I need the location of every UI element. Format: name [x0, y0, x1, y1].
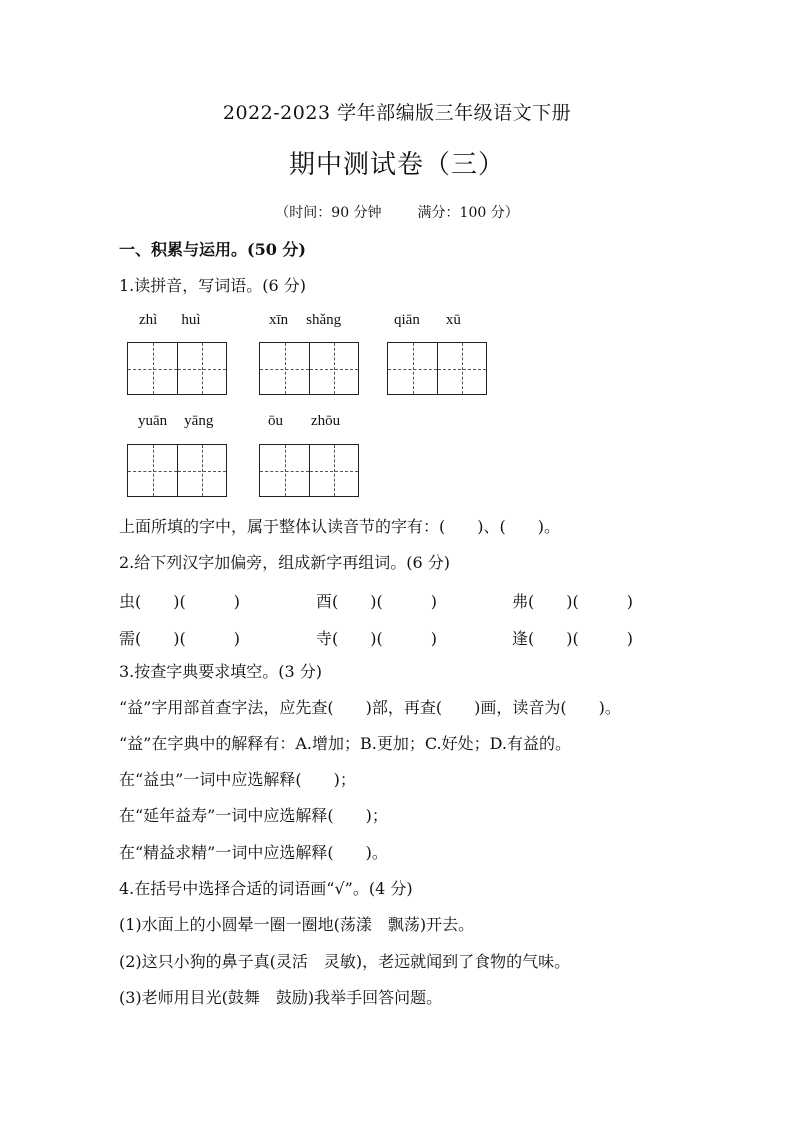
- pinyin-group: [138, 413, 213, 430]
- pinyin: huì: [181, 312, 201, 328]
- writing-cell[interactable]: [309, 343, 358, 394]
- writing-cell[interactable]: [177, 343, 226, 394]
- writing-cell[interactable]: [309, 445, 358, 496]
- pinyin-group: [269, 312, 341, 329]
- pinyin: yuān: [138, 413, 168, 429]
- writing-cell[interactable]: [128, 445, 177, 496]
- time-info: （时间：90 分钟: [275, 205, 382, 221]
- q4-prompt: 4.在括号中选择合适的词语画“√”。(4 分): [119, 879, 413, 898]
- q2-item: 虫( )( ): [119, 592, 240, 611]
- q2-item: 寺( )( ): [316, 629, 437, 648]
- pinyin: yāng: [184, 413, 214, 429]
- pinyin-group: [268, 413, 340, 430]
- q2-prompt: 2.给下列汉字加偏旁，组成新字再组词。(6 分): [119, 553, 451, 572]
- q4-item: (2)这只小狗的鼻子真(灵活 灵敏)，老远就闻到了食物的气味。: [119, 952, 571, 971]
- writing-cell[interactable]: [260, 445, 309, 496]
- pinyin: xīn: [269, 312, 289, 328]
- page-title: 2022-2023 学年部编版三年级语文下册: [222, 102, 572, 124]
- writing-cell[interactable]: [177, 445, 226, 496]
- q3-line: 在“延年益寿”一词中应选解释( )；: [119, 806, 388, 825]
- pinyin: ōu: [268, 413, 283, 429]
- q2-item: 需( )( ): [119, 629, 240, 648]
- exam-meta: [0, 202, 794, 222]
- pinyin: zhōu: [311, 413, 341, 429]
- writing-cell[interactable]: [260, 343, 309, 394]
- writing-grid[interactable]: [127, 342, 227, 395]
- writing-cell[interactable]: [388, 343, 437, 394]
- q4-item: (1)水面上的小圆晕一圈一圈地(荡漾 飘荡)开去。: [119, 915, 475, 934]
- q3-line: “益”字用部首查字法，应先查( )部，再查( )画，读音为( )。: [119, 698, 621, 717]
- q2-item: 酉( )( ): [316, 592, 437, 611]
- score-info: 满分：100 分）: [417, 205, 519, 221]
- q4-item: (3)老师用目光(鼓舞 鼓励)我举手回答问题。: [119, 988, 443, 1007]
- writing-grid[interactable]: [259, 342, 359, 395]
- pinyin: zhì: [139, 312, 158, 328]
- q3-line: 在“精益求精”一词中应选解释( )。: [119, 843, 388, 862]
- q3-prompt: 3.按查字典要求填空。(3 分): [119, 662, 323, 681]
- q2-item: 逢( )( ): [512, 629, 633, 648]
- exam-subtitle: 期中测试卷（三）: [288, 150, 505, 180]
- pinyin: xū: [445, 312, 461, 328]
- q3-line: 在“益虫”一词中应选解释( )；: [119, 770, 356, 789]
- pinyin-group: [139, 312, 201, 329]
- section-heading: 一、积累与运用。(50 分): [119, 240, 306, 259]
- pinyin: shǎng: [306, 312, 342, 328]
- writing-cell[interactable]: [128, 343, 177, 394]
- q1-followup: 上面所填的字中，属于整体认读音节的字有：( )、( )。: [119, 517, 560, 536]
- writing-grid[interactable]: [127, 444, 227, 497]
- writing-cell[interactable]: [437, 343, 486, 394]
- pinyin-group: [394, 312, 461, 329]
- writing-grid[interactable]: [259, 444, 359, 497]
- q3-line: “益”在字典中的解释有：A.增加；B.更加；C.好处；D.有益的。: [119, 734, 571, 753]
- writing-grid[interactable]: [387, 342, 487, 395]
- pinyin: qiān: [394, 312, 420, 328]
- q2-item: 弗( )( ): [512, 592, 633, 611]
- q1-prompt: 1.读拼音，写词语。(6 分): [119, 276, 307, 295]
